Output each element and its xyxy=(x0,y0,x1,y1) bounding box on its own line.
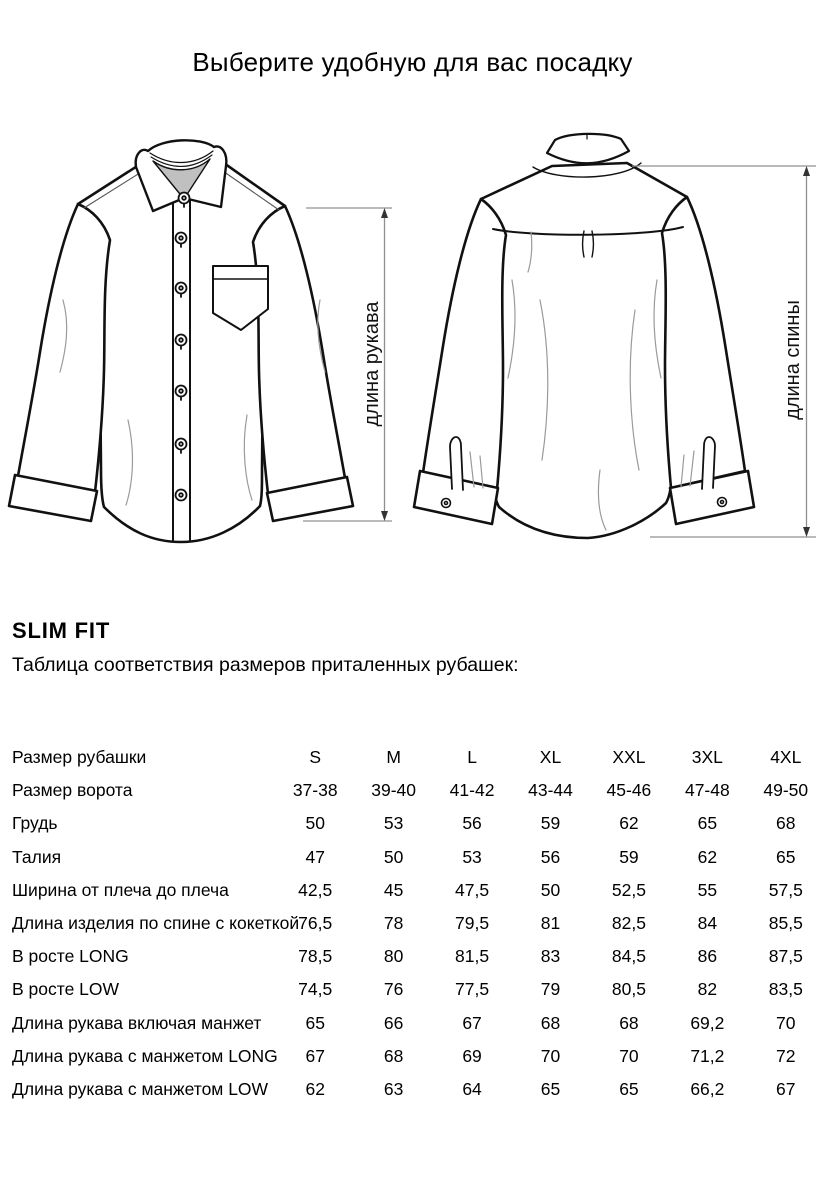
cell-value: 62 xyxy=(697,846,718,867)
cell-value: 77,5 xyxy=(455,979,490,1000)
cell-value: 85,5 xyxy=(768,913,803,934)
cell-value: 80 xyxy=(383,946,404,967)
cell-value: 79 xyxy=(540,979,561,1000)
cell-value: 65 xyxy=(619,1078,639,1099)
table-row xyxy=(12,874,825,907)
cell-value: 66 xyxy=(383,1012,404,1033)
shirt-diagrams xyxy=(0,0,825,580)
row-label: Длина рукава включая манжет xyxy=(12,1012,262,1033)
cell-value: 79,5 xyxy=(455,913,490,934)
cell-value: 70 xyxy=(619,1045,639,1066)
cell-value: 53 xyxy=(462,846,482,867)
size-column-header: XXL xyxy=(612,747,646,768)
table-row xyxy=(12,1007,825,1040)
cell-value: 84 xyxy=(697,913,718,934)
fit-section-subtitle: Таблица соответствия размеров приталенных рубашек: xyxy=(12,654,519,676)
cell-value: 63 xyxy=(383,1078,404,1099)
cell-value: 50 xyxy=(383,846,404,867)
cell-value: 66,2 xyxy=(690,1078,725,1099)
table-row xyxy=(12,774,825,807)
cell-value: 67 xyxy=(776,1078,796,1099)
cell-value: 45 xyxy=(383,879,404,900)
cell-value: 83 xyxy=(540,946,561,967)
cell-value: 47,5 xyxy=(455,879,490,900)
cell-value: 65 xyxy=(776,846,796,867)
cell-value: 62 xyxy=(305,1078,325,1099)
page-title: Выберите удобную для вас посадку xyxy=(192,47,633,77)
cell-value: 76 xyxy=(383,979,404,1000)
cell-value: 56 xyxy=(462,813,482,834)
cell-value: 78 xyxy=(383,913,404,934)
cell-value: 65 xyxy=(697,813,718,834)
cell-value: 64 xyxy=(462,1078,482,1099)
table-row xyxy=(12,1073,825,1106)
row-label: В росте LONG xyxy=(12,946,129,967)
fit-section-heading: SLIM FIT xyxy=(12,618,111,643)
row-label: Размер рубашки xyxy=(12,747,147,768)
cell-value: 59 xyxy=(619,846,639,867)
cell-value: 81,5 xyxy=(455,946,490,967)
cell-value: 42,5 xyxy=(298,879,333,900)
table-row xyxy=(12,940,825,973)
cell-value: 41-42 xyxy=(449,780,495,801)
back-left-sleeve xyxy=(423,199,506,490)
cell-value: 45-46 xyxy=(606,780,652,801)
row-label: Длина рукава с манжетом LOW xyxy=(12,1078,269,1099)
cell-value: 67 xyxy=(462,1012,482,1033)
cell-value: 52,5 xyxy=(611,879,646,900)
cell-value: 70 xyxy=(776,1012,796,1033)
cell-value: 53 xyxy=(383,813,404,834)
front-left-sleeve xyxy=(18,204,110,492)
cell-value: 62 xyxy=(619,813,639,834)
cell-value: 82,5 xyxy=(611,913,646,934)
cell-value: 47-48 xyxy=(684,780,730,801)
cell-value: 69 xyxy=(462,1045,482,1066)
row-label: Длина изделия по спине с кокеткой xyxy=(12,913,300,934)
cell-value: 74,5 xyxy=(298,979,333,1000)
cell-value: 81 xyxy=(540,913,561,934)
cell-value: 68 xyxy=(776,813,796,834)
size-table-body xyxy=(12,741,825,1106)
cell-value: 69,2 xyxy=(690,1012,725,1033)
cell-value: 49-50 xyxy=(763,780,809,801)
cell-value: 43-44 xyxy=(528,780,573,801)
cell-value: 82 xyxy=(697,979,718,1000)
table-row xyxy=(12,807,825,840)
cell-value: 68 xyxy=(383,1045,404,1066)
row-label: В росте LOW xyxy=(12,979,120,1000)
shirt-front-drawing xyxy=(9,140,353,542)
back-collar xyxy=(547,134,629,163)
size-column-header: 3XL xyxy=(691,747,723,768)
cell-value: 87,5 xyxy=(768,946,803,967)
cell-value: 67 xyxy=(305,1045,325,1066)
cell-value: 50 xyxy=(540,879,561,900)
cell-value: 37-38 xyxy=(292,780,338,801)
cell-value: 80,5 xyxy=(611,979,646,1000)
row-label: Грудь xyxy=(12,813,58,834)
table-row xyxy=(12,841,825,874)
cell-value: 65 xyxy=(305,1012,325,1033)
row-label: Талия xyxy=(12,846,62,867)
cell-value: 50 xyxy=(305,813,325,834)
size-column-header: 4XL xyxy=(770,747,802,768)
table-row xyxy=(12,907,825,940)
row-label: Размер ворота xyxy=(12,780,133,801)
front-right-sleeve xyxy=(253,206,345,494)
size-column-header: M xyxy=(386,747,401,768)
row-label: Длина рукава с манжетом LONG xyxy=(12,1045,278,1066)
cell-value: 56 xyxy=(540,846,561,867)
cell-value: 68 xyxy=(540,1012,561,1033)
cell-value: 39-40 xyxy=(371,780,417,801)
size-column-header: S xyxy=(309,747,322,768)
cell-value: 65 xyxy=(540,1078,561,1099)
cell-value: 57,5 xyxy=(768,879,803,900)
cell-value: 59 xyxy=(540,813,561,834)
cell-value: 72 xyxy=(776,1045,796,1066)
back-length-label: длина спины xyxy=(782,300,804,420)
sleeve-length-label: длина рукава xyxy=(361,301,383,427)
cell-value: 55 xyxy=(697,879,718,900)
cell-value: 86 xyxy=(697,946,718,967)
cell-value: 68 xyxy=(619,1012,639,1033)
cell-value: 70 xyxy=(540,1045,561,1066)
cell-value: 71,2 xyxy=(690,1045,725,1066)
table-header-row xyxy=(12,741,825,774)
row-label: Ширина от плеча до плеча xyxy=(12,879,229,900)
cell-value: 76,5 xyxy=(298,913,333,934)
cell-value: 83,5 xyxy=(768,979,803,1000)
front-torso xyxy=(78,161,285,542)
table-row xyxy=(12,1040,825,1073)
table-row xyxy=(12,973,825,1006)
shirt-back-drawing xyxy=(414,134,754,538)
size-column-header: L xyxy=(467,747,477,768)
cell-value: 84,5 xyxy=(611,946,646,967)
size-column-header: XL xyxy=(539,747,562,768)
cell-value: 78,5 xyxy=(298,946,333,967)
cell-value: 47 xyxy=(305,846,325,867)
